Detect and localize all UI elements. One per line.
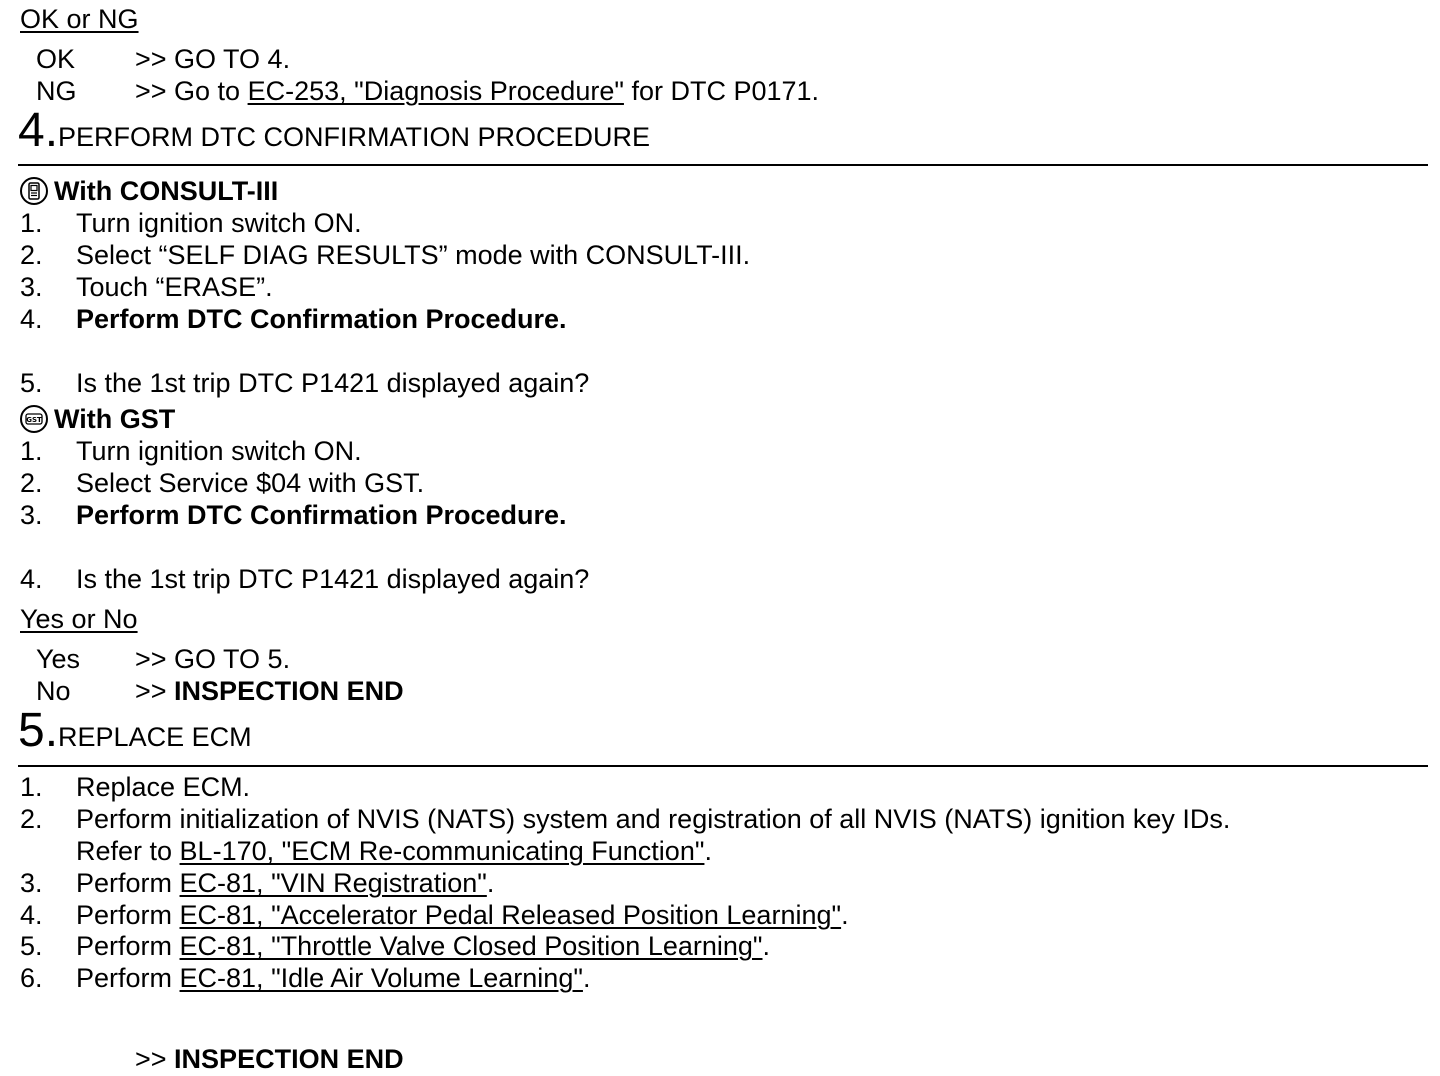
- step4-header: [18, 104, 651, 157]
- yes-no-heading: Yes or No: [20, 604, 138, 634]
- link-throttle-valve-learning[interactable]: EC-81, "Throttle Valve Closed Position Learning": [179, 931, 763, 961]
- consult-iii-icon: [20, 177, 48, 205]
- perform-prefix: Perform: [76, 931, 180, 961]
- gst-step-text: Turn ignition switch ON.: [76, 436, 362, 466]
- consult-step-num: 5.: [20, 368, 43, 398]
- perform-prefix: Perform: [76, 963, 180, 993]
- ng-prefix: >> Go to: [135, 76, 248, 106]
- step5-number: 5.: [18, 704, 59, 757]
- gst-step-num: 4.: [20, 564, 43, 594]
- step5-divider: [18, 765, 1428, 767]
- step5-item-num: 3.: [20, 868, 43, 898]
- ok-label: OK: [36, 44, 76, 74]
- gst-icon: [20, 405, 48, 433]
- step5-item-num: 4.: [20, 900, 43, 930]
- link-vin-registration[interactable]: EC-81, "VIN Registration": [179, 868, 487, 898]
- ng-link-ec253[interactable]: EC-253, "Diagnosis Procedure": [247, 76, 624, 106]
- link-bl170[interactable]: BL-170, "ECM Re-communicating Function": [179, 836, 705, 866]
- no-prefix: >>: [135, 676, 175, 706]
- perform-prefix: Perform: [76, 900, 180, 930]
- consult-step-num: 4.: [20, 304, 43, 334]
- consult-step-num: 2.: [20, 240, 43, 270]
- ng-suffix: for DTC P0171.: [623, 76, 820, 106]
- ok-result: >> GO TO 4.: [135, 44, 291, 74]
- link-suffix: .: [762, 931, 771, 961]
- consult-step-text: Turn ignition switch ON.: [76, 208, 362, 238]
- no-result-text: INSPECTION END: [174, 676, 404, 706]
- step5-item-num: 6.: [20, 963, 43, 993]
- consult-heading-row: [20, 175, 278, 207]
- link-suffix: .: [486, 868, 495, 898]
- perform-prefix: Perform: [76, 868, 180, 898]
- step5-header: [18, 704, 252, 757]
- yes-label: Yes: [36, 644, 81, 674]
- step5-item-num: 1.: [20, 772, 43, 802]
- yes-result: >> GO TO 5.: [135, 644, 291, 674]
- no-label: No: [36, 676, 71, 706]
- step5-item-num: 5.: [20, 931, 43, 961]
- step4-number: 4.: [18, 104, 59, 157]
- step5-title: REPLACE ECM: [58, 722, 252, 752]
- ng-label: NG: [36, 76, 77, 106]
- step5-item-text: [76, 867, 494, 899]
- gst-step-num: 1.: [20, 436, 43, 466]
- gst-heading: With GST: [54, 404, 176, 434]
- consult-step-num: 3.: [20, 272, 43, 302]
- consult-step-text: Is the 1st trip DTC P1421 displayed again?: [76, 368, 590, 398]
- step5-item-num: 2.: [20, 804, 43, 834]
- svg-text:GST: GST: [26, 416, 42, 424]
- link-suffix: .: [582, 963, 591, 993]
- gst-heading-row: [20, 403, 175, 435]
- step5-item-text: [76, 899, 849, 931]
- step4-title: PERFORM DTC CONFIRMATION PROCEDURE: [58, 122, 651, 152]
- end-text: INSPECTION END: [174, 1044, 404, 1074]
- inspection-end: [135, 1043, 404, 1075]
- step5-item-text: [76, 930, 770, 962]
- consult-heading: With CONSULT-III: [54, 176, 279, 206]
- gst-step-num: 3.: [20, 500, 43, 530]
- step4-divider: [18, 164, 1428, 166]
- consult-step-num: 1.: [20, 208, 43, 238]
- step5-item-continuation: [76, 835, 712, 867]
- gst-step-text: Select Service $04 with GST.: [76, 468, 425, 498]
- consult-step-text: Perform DTC Confirmation Procedure.: [76, 304, 567, 334]
- consult-step-text: Touch “ERASE”.: [76, 272, 273, 302]
- link-suffix: .: [841, 900, 849, 930]
- consult-step-text: Select “SELF DIAG RESULTS” mode with CONSULT-III.: [76, 240, 751, 270]
- gst-step-num: 2.: [20, 468, 43, 498]
- no-result: [135, 675, 404, 707]
- link-accelerator-pedal-learning[interactable]: EC-81, "Accelerator Pedal Released Position Learning": [179, 900, 842, 930]
- gst-step-text: Is the 1st trip DTC P1421 displayed again?: [76, 564, 590, 594]
- refer-prefix: Refer to: [76, 836, 180, 866]
- link-suffix: .: [704, 836, 712, 866]
- gst-step-text: Perform DTC Confirmation Procedure.: [76, 500, 567, 530]
- step5-item-text: Replace ECM.: [76, 772, 251, 802]
- ng-result: [135, 75, 819, 107]
- ok-ng-heading: OK or NG: [20, 4, 139, 34]
- link-idle-air-volume-learning[interactable]: EC-81, "Idle Air Volume Learning": [179, 963, 583, 993]
- step5-item-text: Perform initialization of NVIS (NATS) system and registration of all NVIS (NATS) ignition key IDs.: [76, 804, 1231, 834]
- step5-item-text: [76, 962, 590, 994]
- end-prefix: >>: [135, 1044, 175, 1074]
